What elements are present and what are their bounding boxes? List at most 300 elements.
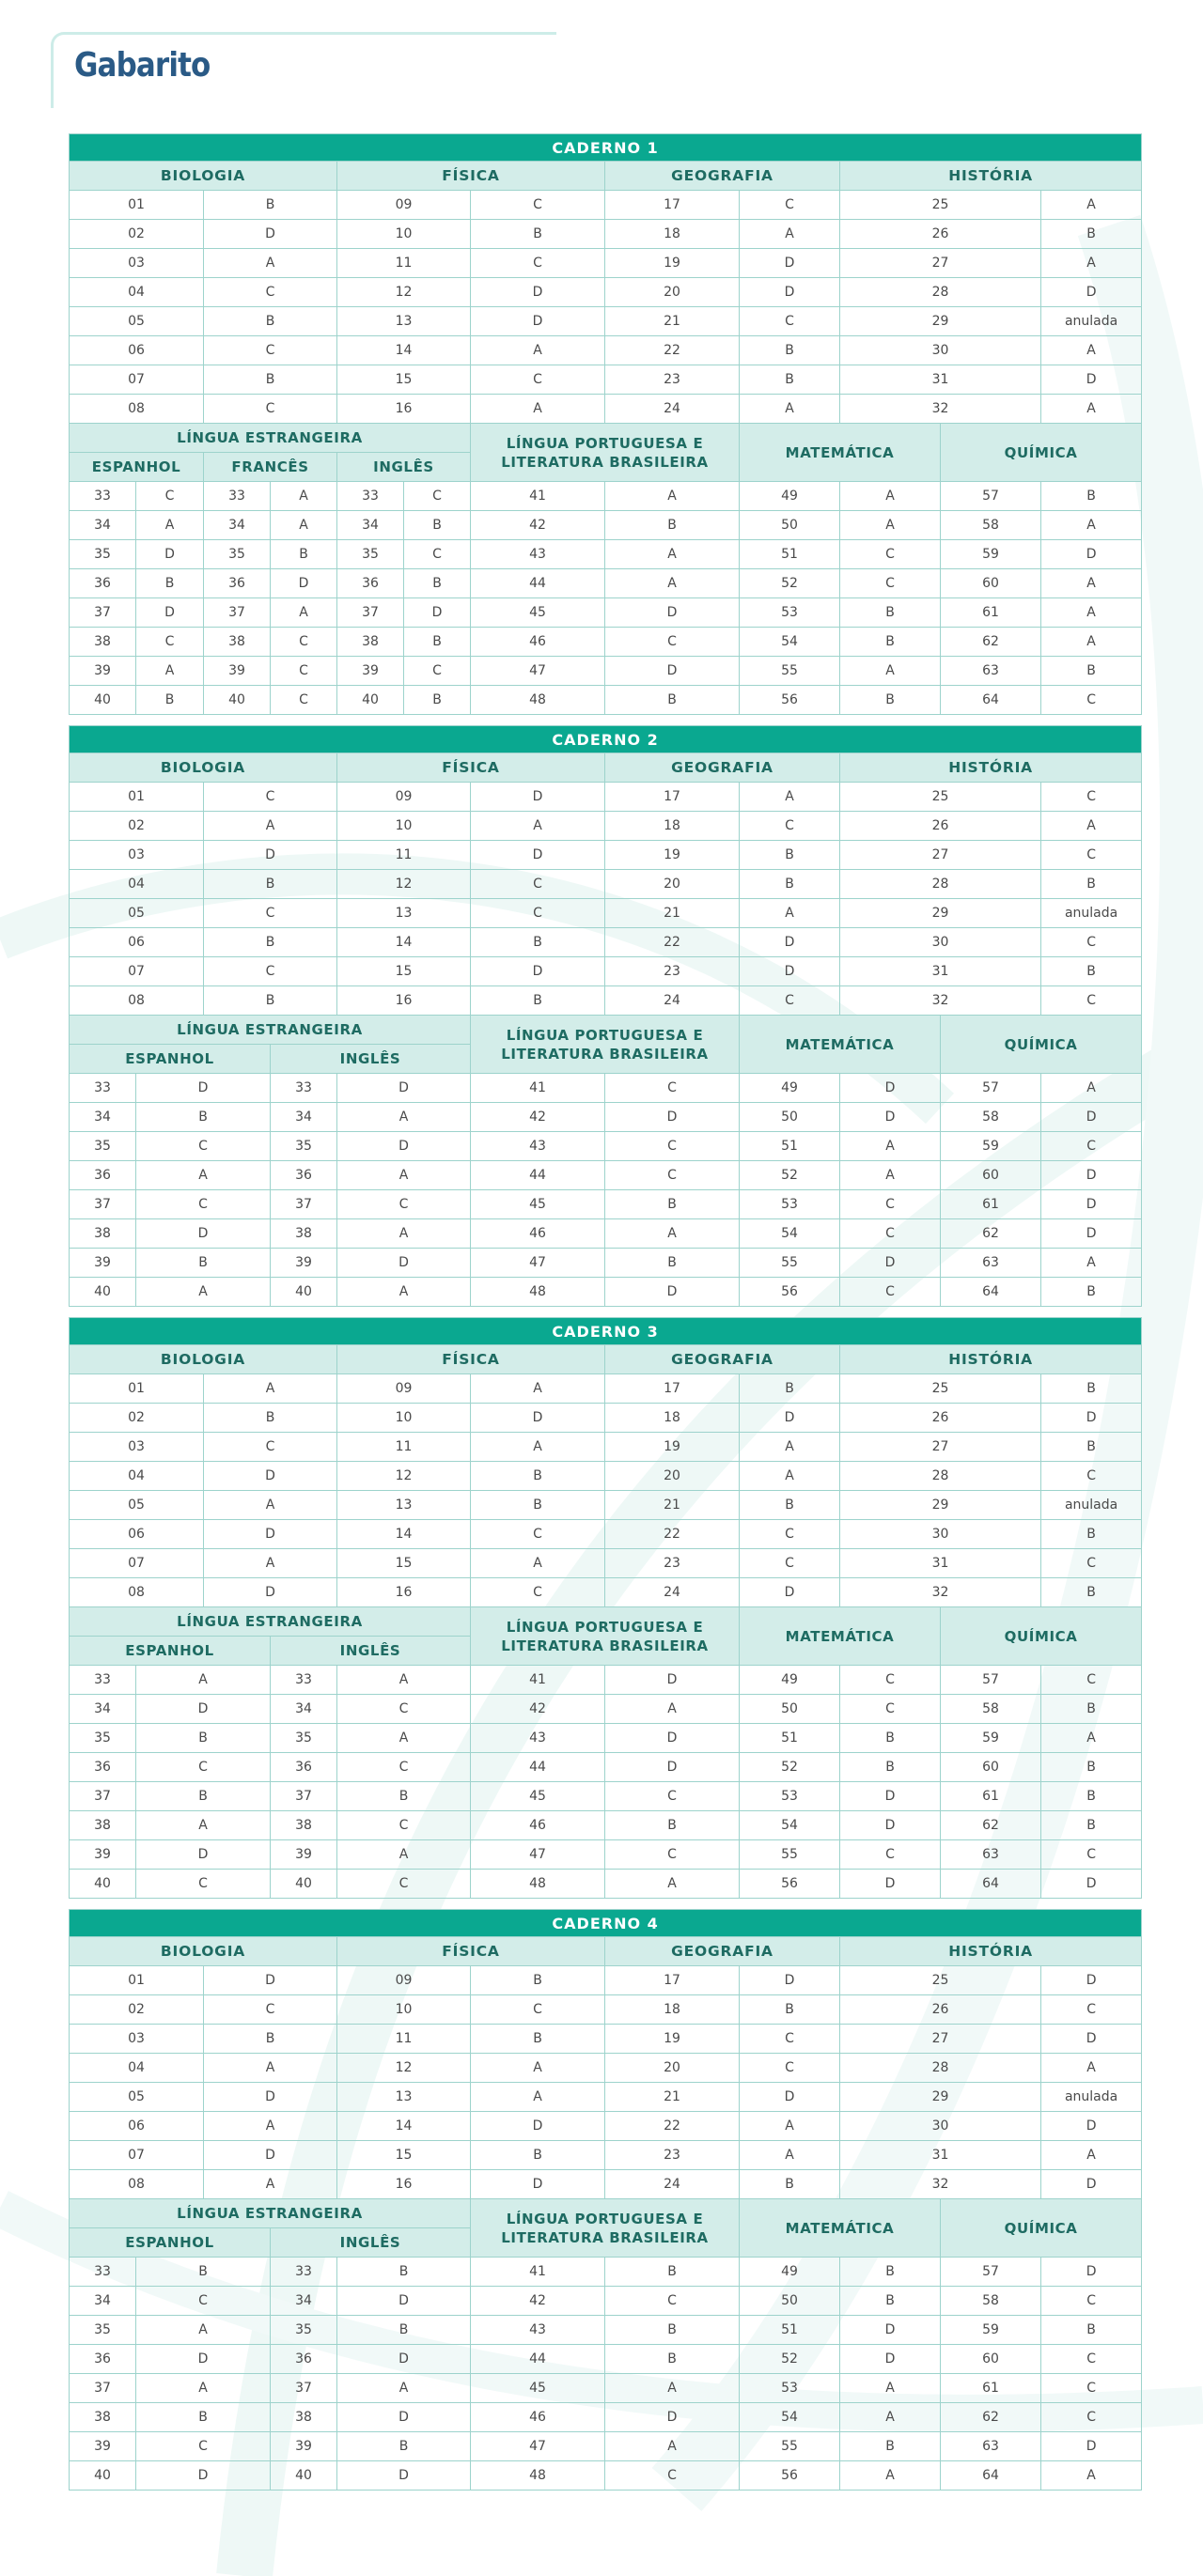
answer-cell: C — [605, 628, 740, 657]
answer-cell: D — [1041, 365, 1142, 395]
answer-cell: 62 — [941, 628, 1041, 657]
answer-cell: 12 — [337, 278, 471, 307]
answer-cell: 61 — [941, 1782, 1041, 1811]
answer-cell: A — [740, 220, 840, 249]
answer-cell: 16 — [337, 2170, 471, 2199]
answer-cell: D — [840, 1782, 941, 1811]
answer-cell: 16 — [337, 1578, 471, 1607]
answer-cell: 36 — [271, 1753, 337, 1782]
answer-cell: 39 — [70, 1249, 136, 1278]
answer-cell: B — [1041, 220, 1142, 249]
answer-cell: 05 — [70, 1491, 204, 1520]
answer-cell: 27 — [840, 841, 1041, 870]
page-title: Gabarito — [74, 46, 211, 85]
answer-cell: B — [1041, 482, 1142, 511]
answer-cell: 03 — [70, 841, 204, 870]
answer-cell: 36 — [70, 1161, 136, 1190]
answer-cell: 47 — [471, 2432, 605, 2461]
answer-cell: A — [471, 1549, 605, 1578]
answer-cell: C — [337, 1811, 471, 1840]
answer-cell: B — [605, 511, 740, 540]
answer-cell: C — [605, 2461, 740, 2491]
answer-cell: B — [740, 1374, 840, 1404]
answer-cell: B — [1041, 1520, 1142, 1549]
answer-cell: C — [204, 1995, 337, 2025]
answer-cell: A — [740, 899, 840, 928]
answer-cell: 12 — [337, 870, 471, 899]
answer-cell: 08 — [70, 1578, 204, 1607]
answer-cell: 19 — [605, 249, 740, 278]
answer-row — [70, 1666, 1142, 1695]
answer-cell: D — [204, 1578, 337, 1607]
answer-cell: 33 — [70, 2258, 136, 2287]
answer-cell: C — [136, 1870, 271, 1899]
answer-row — [70, 1995, 1142, 2025]
answer-cell: 59 — [941, 1724, 1041, 1753]
answer-cell: 60 — [941, 1161, 1041, 1190]
answer-cell: 14 — [337, 2112, 471, 2141]
answer-cell: 17 — [605, 1966, 740, 1995]
caderno-3-section — [69, 1317, 1141, 1899]
answer-cell: 40 — [271, 2461, 337, 2491]
answer-cell: B — [1041, 1578, 1142, 1607]
header-ingles: INGLÊS — [337, 453, 471, 482]
answer-cell: D — [204, 1462, 337, 1491]
answer-cell: 03 — [70, 1433, 204, 1462]
answer-cell: 36 — [70, 569, 136, 598]
answer-cell: D — [404, 598, 471, 628]
answer-cell: B — [1041, 957, 1142, 986]
header-ingles: INGLÊS — [271, 1045, 471, 1074]
answer-cell: 35 — [271, 1724, 337, 1753]
answer-cell: 13 — [337, 1491, 471, 1520]
answer-cell: 15 — [337, 2141, 471, 2170]
answer-cell: A — [1041, 395, 1142, 424]
answer-cell: D — [471, 1404, 605, 1433]
header-geografia: GEOGRAFIA — [605, 162, 840, 191]
answer-cell: B — [204, 1404, 337, 1433]
answer-cell: 55 — [740, 657, 840, 686]
header-lingua-estrangeira: LÍNGUA ESTRANGEIRA — [70, 424, 471, 453]
answer-cell: D — [605, 1753, 740, 1782]
answer-cell: 28 — [840, 2054, 1041, 2083]
answer-cell: 35 — [204, 540, 271, 569]
answer-row — [70, 1724, 1142, 1753]
answer-cell: B — [740, 2170, 840, 2199]
answer-cell: A — [471, 2054, 605, 2083]
answer-cell: 46 — [471, 628, 605, 657]
answer-cell: C — [337, 1695, 471, 1724]
answer-cell: 25 — [840, 1966, 1041, 1995]
caderno-title: CADERNO 1 — [70, 134, 1142, 162]
answer-cell: A — [136, 1811, 271, 1840]
answer-cell: 48 — [471, 1870, 605, 1899]
answer-cell: 26 — [840, 812, 1041, 841]
answer-cell: D — [740, 1404, 840, 1433]
answer-cell: 31 — [840, 2141, 1041, 2170]
answer-cell: 40 — [70, 686, 136, 715]
header-matematica: MATEMÁTICA — [740, 424, 941, 482]
answer-cell: D — [204, 1520, 337, 1549]
answer-cell: 60 — [941, 2345, 1041, 2374]
answer-row — [70, 1249, 1142, 1278]
answer-cell: A — [605, 1219, 740, 1249]
answer-cell: C — [136, 1132, 271, 1161]
answer-cell: C — [1041, 1995, 1142, 2025]
answer-cell: 05 — [70, 307, 204, 336]
answer-cell: A — [337, 1666, 471, 1695]
answer-cell: B — [136, 569, 204, 598]
answer-cell: D — [840, 1870, 941, 1899]
answer-cell: 30 — [840, 336, 1041, 365]
header-geografia: GEOGRAFIA — [605, 1345, 840, 1374]
answer-cell: 52 — [740, 1161, 840, 1190]
answer-cell: 17 — [605, 191, 740, 220]
answer-cell: D — [740, 2083, 840, 2112]
answer-cell: C — [404, 482, 471, 511]
answer-cell: 35 — [70, 1724, 136, 1753]
answer-cell: 52 — [740, 569, 840, 598]
answer-row — [70, 1840, 1142, 1870]
answer-cell: A — [1041, 1074, 1142, 1103]
answer-cell: 03 — [70, 2025, 204, 2054]
answer-cell: A — [840, 657, 941, 686]
answer-cell: 01 — [70, 1374, 204, 1404]
answer-cell: 22 — [605, 1520, 740, 1549]
answer-cell: 02 — [70, 220, 204, 249]
answer-cell: 50 — [740, 1695, 840, 1724]
answer-cell: 39 — [204, 657, 271, 686]
answer-cell: 40 — [70, 1870, 136, 1899]
answer-cell: B — [1041, 1811, 1142, 1840]
answer-row — [70, 899, 1142, 928]
title-frame — [51, 32, 556, 108]
answer-cell: 51 — [740, 2316, 840, 2345]
answer-cell: C — [136, 628, 204, 657]
answer-cell: A — [136, 657, 204, 686]
answer-cell: 61 — [941, 1190, 1041, 1219]
answer-cell: 32 — [840, 986, 1041, 1016]
answer-row — [70, 1103, 1142, 1132]
answer-cell: D — [1041, 1161, 1142, 1190]
answer-cell: C — [204, 395, 337, 424]
answer-row — [70, 1491, 1142, 1520]
answer-cell: A — [1041, 1249, 1142, 1278]
answer-cell: 46 — [471, 1219, 605, 1249]
answer-cell: 25 — [840, 191, 1041, 220]
header-frances: FRANCÊS — [204, 453, 337, 482]
answer-cell: D — [740, 249, 840, 278]
answer-cell: 62 — [941, 1219, 1041, 1249]
answer-cell: C — [1041, 2374, 1142, 2403]
answer-cell: A — [271, 598, 337, 628]
answer-cell: 14 — [337, 1520, 471, 1549]
answer-cell: 37 — [271, 1782, 337, 1811]
answer-cell: C — [271, 628, 337, 657]
answer-cell: B — [605, 1811, 740, 1840]
answer-cell: 07 — [70, 2141, 204, 2170]
answer-cell: B — [471, 986, 605, 1016]
answer-cell: 12 — [337, 1462, 471, 1491]
answer-cell: D — [337, 2403, 471, 2432]
answer-cell: 29 — [840, 1491, 1041, 1520]
header-historia: HISTÓRIA — [840, 753, 1142, 783]
answer-cell: 28 — [840, 870, 1041, 899]
header-lingua-estrangeira: LÍNGUA ESTRANGEIRA — [70, 1016, 471, 1045]
answer-cell: 34 — [271, 1695, 337, 1724]
answer-cell: 38 — [70, 628, 136, 657]
answer-cell: A — [204, 2112, 337, 2141]
answer-row — [70, 986, 1142, 1016]
answer-cell: 18 — [605, 1995, 740, 2025]
answer-cell: D — [605, 1724, 740, 1753]
answer-cell: 55 — [740, 1249, 840, 1278]
answer-cell: 39 — [271, 2432, 337, 2461]
answer-cell: B — [204, 365, 337, 395]
answer-cell: 32 — [840, 2170, 1041, 2199]
answer-cell: 48 — [471, 2461, 605, 2491]
answer-row — [70, 1549, 1142, 1578]
answer-cell: 47 — [471, 1249, 605, 1278]
answer-cell: 08 — [70, 395, 204, 424]
answer-cell: 54 — [740, 1219, 840, 1249]
header-historia: HISTÓRIA — [840, 1345, 1142, 1374]
answer-cell: 35 — [271, 2316, 337, 2345]
answer-cell: D — [605, 1278, 740, 1307]
header-geografia: GEOGRAFIA — [605, 1937, 840, 1966]
answer-cell: A — [471, 812, 605, 841]
header-historia: HISTÓRIA — [840, 1937, 1142, 1966]
answer-cell: 13 — [337, 307, 471, 336]
answer-cell: 57 — [941, 482, 1041, 511]
answer-cell: A — [1041, 812, 1142, 841]
header-geografia: GEOGRAFIA — [605, 753, 840, 783]
answer-cell: 28 — [840, 278, 1041, 307]
answer-row — [70, 569, 1142, 598]
subject-header-row — [70, 1607, 1142, 1637]
answer-cell: B — [1041, 1782, 1142, 1811]
answer-cell: 09 — [337, 1966, 471, 1995]
answer-cell: B — [605, 2345, 740, 2374]
answer-cell: A — [337, 1219, 471, 1249]
answer-cell: C — [204, 1433, 337, 1462]
answer-cell: 36 — [271, 1161, 337, 1190]
answer-cell: D — [471, 841, 605, 870]
answer-cell: 24 — [605, 1578, 740, 1607]
answer-cell: A — [1041, 569, 1142, 598]
answer-cell: 34 — [70, 1695, 136, 1724]
answer-cell: 62 — [941, 2403, 1041, 2432]
answer-cell: D — [740, 928, 840, 957]
header-quimica: QUÍMICA — [941, 1607, 1142, 1666]
answer-cell: B — [404, 686, 471, 715]
answer-cell: 43 — [471, 2316, 605, 2345]
answer-row — [70, 1811, 1142, 1840]
answer-row — [70, 1190, 1142, 1219]
answer-cell: 64 — [941, 2461, 1041, 2491]
answer-cell: 51 — [740, 1724, 840, 1753]
answer-cell: 09 — [337, 783, 471, 812]
answer-cell: D — [136, 2345, 271, 2374]
answer-cell: 16 — [337, 986, 471, 1016]
header-matematica: MATEMÁTICA — [740, 1016, 941, 1074]
answer-cell: 21 — [605, 899, 740, 928]
answer-cell: D — [337, 2461, 471, 2491]
answer-cell: A — [1041, 511, 1142, 540]
header-lingua-estrangeira: LÍNGUA ESTRANGEIRA — [70, 2199, 471, 2228]
answer-cell: B — [1041, 870, 1142, 899]
answer-cell: 39 — [271, 1840, 337, 1870]
answer-cell: 01 — [70, 1966, 204, 1995]
answer-cell: D — [1041, 540, 1142, 569]
answer-row — [70, 1404, 1142, 1433]
answer-cell: 35 — [271, 1132, 337, 1161]
answer-cell: D — [605, 2403, 740, 2432]
answer-cell: D — [605, 657, 740, 686]
header-fisica: FÍSICA — [337, 1345, 605, 1374]
answer-cell: 35 — [337, 540, 404, 569]
answer-cell: 44 — [471, 1161, 605, 1190]
answer-grid — [70, 134, 1142, 715]
answer-row — [70, 1278, 1142, 1307]
answer-cell: C — [337, 1753, 471, 1782]
answer-cell: B — [136, 1103, 271, 1132]
answer-cell: 43 — [471, 540, 605, 569]
answer-row — [70, 1782, 1142, 1811]
answer-cell: 06 — [70, 928, 204, 957]
header-quimica: QUÍMICA — [941, 424, 1142, 482]
answer-cell: A — [337, 1278, 471, 1307]
answer-cell: A — [840, 1132, 941, 1161]
answer-cell: C — [136, 2287, 271, 2316]
answer-cell: D — [204, 841, 337, 870]
answer-cell: 20 — [605, 870, 740, 899]
answer-cell: 20 — [605, 278, 740, 307]
answer-cell: B — [337, 2258, 471, 2287]
answer-cell: 24 — [605, 986, 740, 1016]
answer-cell: 58 — [941, 2287, 1041, 2316]
answer-cell: 06 — [70, 336, 204, 365]
answer-cell: C — [740, 1520, 840, 1549]
answer-row — [70, 1462, 1142, 1491]
answer-cell: A — [337, 1724, 471, 1753]
answer-cell: 23 — [605, 957, 740, 986]
answer-cell: 52 — [740, 2345, 840, 2374]
answer-cell: C — [404, 540, 471, 569]
answer-cell: 09 — [337, 1374, 471, 1404]
answer-cell: D — [136, 598, 204, 628]
answer-cell: 40 — [70, 2461, 136, 2491]
answer-cell: 01 — [70, 783, 204, 812]
answer-cell: 61 — [941, 2374, 1041, 2403]
answer-cell: 07 — [70, 957, 204, 986]
answer-cell: 38 — [70, 1219, 136, 1249]
answer-cell: B — [740, 870, 840, 899]
header-portugues-line1: LÍNGUA PORTUGUESA E — [506, 434, 704, 452]
answer-row — [70, 336, 1142, 365]
answer-cell: 56 — [740, 686, 840, 715]
answer-cell: 50 — [740, 511, 840, 540]
answer-cell: A — [1041, 336, 1142, 365]
header-portugues-line2: LITERATURA BRASILEIRA — [501, 1045, 709, 1063]
answer-row — [70, 365, 1142, 395]
answer-cell: 11 — [337, 1433, 471, 1462]
answer-cell: 34 — [271, 2287, 337, 2316]
answer-row — [70, 1219, 1142, 1249]
answer-row — [70, 783, 1142, 812]
answer-cell: 33 — [271, 1666, 337, 1695]
answer-cell: A — [204, 812, 337, 841]
answer-cell: D — [136, 1219, 271, 1249]
answer-cell: 43 — [471, 1132, 605, 1161]
answer-row — [70, 511, 1142, 540]
answer-cell: C — [471, 191, 605, 220]
answer-cell: C — [337, 1870, 471, 1899]
answer-cell: B — [471, 2141, 605, 2170]
answer-cell: 42 — [471, 1695, 605, 1724]
answer-cell: 41 — [471, 1666, 605, 1695]
answer-cell: D — [840, 1074, 941, 1103]
answer-row — [70, 540, 1142, 569]
answer-cell: B — [840, 1724, 941, 1753]
answer-cell: 31 — [840, 957, 1041, 986]
answer-cell: C — [740, 986, 840, 1016]
answer-cell: 18 — [605, 812, 740, 841]
answer-cell: D — [204, 2083, 337, 2112]
answer-cell: 45 — [471, 598, 605, 628]
answer-row — [70, 1132, 1142, 1161]
answer-cell: D — [271, 569, 337, 598]
answer-cell: 04 — [70, 1462, 204, 1491]
answer-cell: B — [605, 1190, 740, 1219]
answer-row — [70, 2403, 1142, 2432]
answer-cell: D — [1041, 278, 1142, 307]
answer-cell: A — [337, 2374, 471, 2403]
answer-cell: 24 — [605, 395, 740, 424]
answer-cell: B — [1041, 657, 1142, 686]
answer-cell: 38 — [271, 2403, 337, 2432]
answer-cell: 40 — [204, 686, 271, 715]
answer-cell: C — [605, 1074, 740, 1103]
answer-cell: 61 — [941, 598, 1041, 628]
answer-cell: 49 — [740, 1074, 840, 1103]
answer-cell: 26 — [840, 1404, 1041, 1433]
answer-cell: 36 — [70, 2345, 136, 2374]
answer-cell: B — [337, 2316, 471, 2345]
answer-cell: B — [404, 628, 471, 657]
answer-cell: 28 — [840, 1462, 1041, 1491]
answer-cell: C — [1041, 783, 1142, 812]
answer-cell: 02 — [70, 1404, 204, 1433]
answer-row — [70, 2258, 1142, 2287]
caderno-3-table — [69, 1317, 1142, 1899]
header-portugues-line2: LITERATURA BRASILEIRA — [501, 453, 709, 471]
answer-cell: C — [740, 2025, 840, 2054]
answer-cell: C — [136, 1190, 271, 1219]
answer-cell: D — [740, 1966, 840, 1995]
answer-cell: 37 — [271, 2374, 337, 2403]
answer-cell: 64 — [941, 686, 1041, 715]
answer-cell: C — [1041, 1462, 1142, 1491]
answer-cell: C — [136, 1753, 271, 1782]
answer-cell: 47 — [471, 657, 605, 686]
answer-cell: C — [840, 569, 941, 598]
answer-cell: 43 — [471, 1724, 605, 1753]
answer-row — [70, 2316, 1142, 2345]
answer-cell: A — [136, 1161, 271, 1190]
answer-cell: 40 — [337, 686, 404, 715]
answer-cell: 18 — [605, 1404, 740, 1433]
